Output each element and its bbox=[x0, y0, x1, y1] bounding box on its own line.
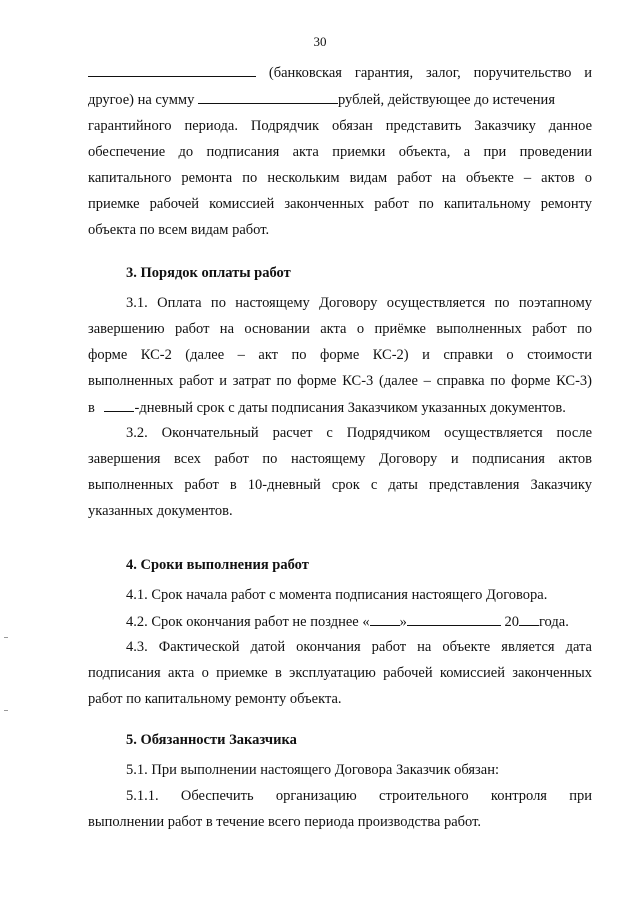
text-span: -дневный срок с даты подписания Заказчиком указанных документов. bbox=[134, 400, 566, 416]
section-heading: 4. Сроки выполнения работ bbox=[126, 557, 309, 573]
blank-field bbox=[198, 90, 338, 104]
text-span: 20 bbox=[504, 614, 519, 630]
scan-mark bbox=[4, 637, 8, 638]
text-line: указанных документов. bbox=[88, 503, 233, 519]
text-line: выполнении работ в течение всего периода производства работ. bbox=[88, 814, 481, 830]
text-line bbox=[126, 612, 592, 631]
text-line: подписания акта о приемке в эксплуатацию рабочей комиссией законченных bbox=[88, 665, 592, 681]
blank-field bbox=[370, 612, 400, 626]
text-span: рублей, действующее до истечения bbox=[337, 92, 555, 108]
text-line: выполненных работ в 10-дневный срок с даты представления Заказчику bbox=[88, 477, 592, 493]
blank-field bbox=[88, 63, 256, 77]
text-line: 5.1.1. Обеспечить организацию строительного контроля при bbox=[126, 788, 592, 804]
text-line: объекта по всем видам работ. bbox=[88, 222, 270, 238]
text-span: в bbox=[88, 400, 95, 416]
text-line: завершения всех работ по настоящему Договору и подписания актов bbox=[88, 451, 592, 467]
scan-mark bbox=[4, 710, 8, 711]
text-line: форме КС-2 (далее – акт по форме КС-2) и справки о стоимости bbox=[88, 347, 592, 363]
text-line: 3.1. Оплата по настоящему Договору осуществляется по поэтапному bbox=[126, 295, 592, 311]
section-heading: 3. Порядок оплаты работ bbox=[126, 265, 291, 281]
blank-field bbox=[407, 612, 501, 626]
blank-field bbox=[104, 398, 134, 412]
text-line: 5.1. При выполнении настоящего Договора Заказчик обязан: bbox=[126, 762, 499, 778]
text-span: (банковская гарантия, залог, поручительство и bbox=[268, 65, 592, 81]
text-line: 4.1. Срок начала работ с момента подписания настоящего Договора. bbox=[126, 587, 548, 603]
text-line: приемке рабочей комиссией законченных работ по капитальному ремонту bbox=[88, 196, 592, 212]
text-span: другое) на сумму bbox=[88, 92, 195, 108]
text-line: завершению работ на основании акта о приёмке выполненных работ по bbox=[88, 321, 592, 337]
section-heading: 5. Обязанности Заказчика bbox=[126, 732, 297, 748]
text-line bbox=[88, 90, 592, 109]
text-line: гарантийного периода. Подрядчик обязан представить Заказчику данное bbox=[88, 118, 592, 134]
text-line: работ по капитальному ремонту объекта. bbox=[88, 691, 342, 707]
text-line: 4.3. Фактической датой окончания работ на объекте является дата bbox=[126, 639, 592, 655]
blank-field bbox=[519, 612, 539, 626]
text-line: обеспечение до подписания акта приемки объекта, а при проведении bbox=[88, 144, 592, 160]
text-span: » bbox=[399, 614, 407, 630]
text-span: 4.2. Срок окончания работ не позднее « bbox=[126, 614, 370, 630]
text-span: года. bbox=[538, 614, 569, 630]
text-line: 3.2. Окончательный расчет с Подрядчиком осуществляется после bbox=[126, 425, 592, 441]
page-number: 30 bbox=[313, 34, 327, 49]
text-line bbox=[88, 63, 592, 82]
text-line bbox=[88, 398, 592, 417]
text-line: капитального ремонта по нескольким видам работ на объекте – актов о bbox=[88, 170, 592, 186]
text-line: выполненных работ и затрат по форме КС-3 (далее – справка по форме КС-3) bbox=[88, 373, 592, 389]
